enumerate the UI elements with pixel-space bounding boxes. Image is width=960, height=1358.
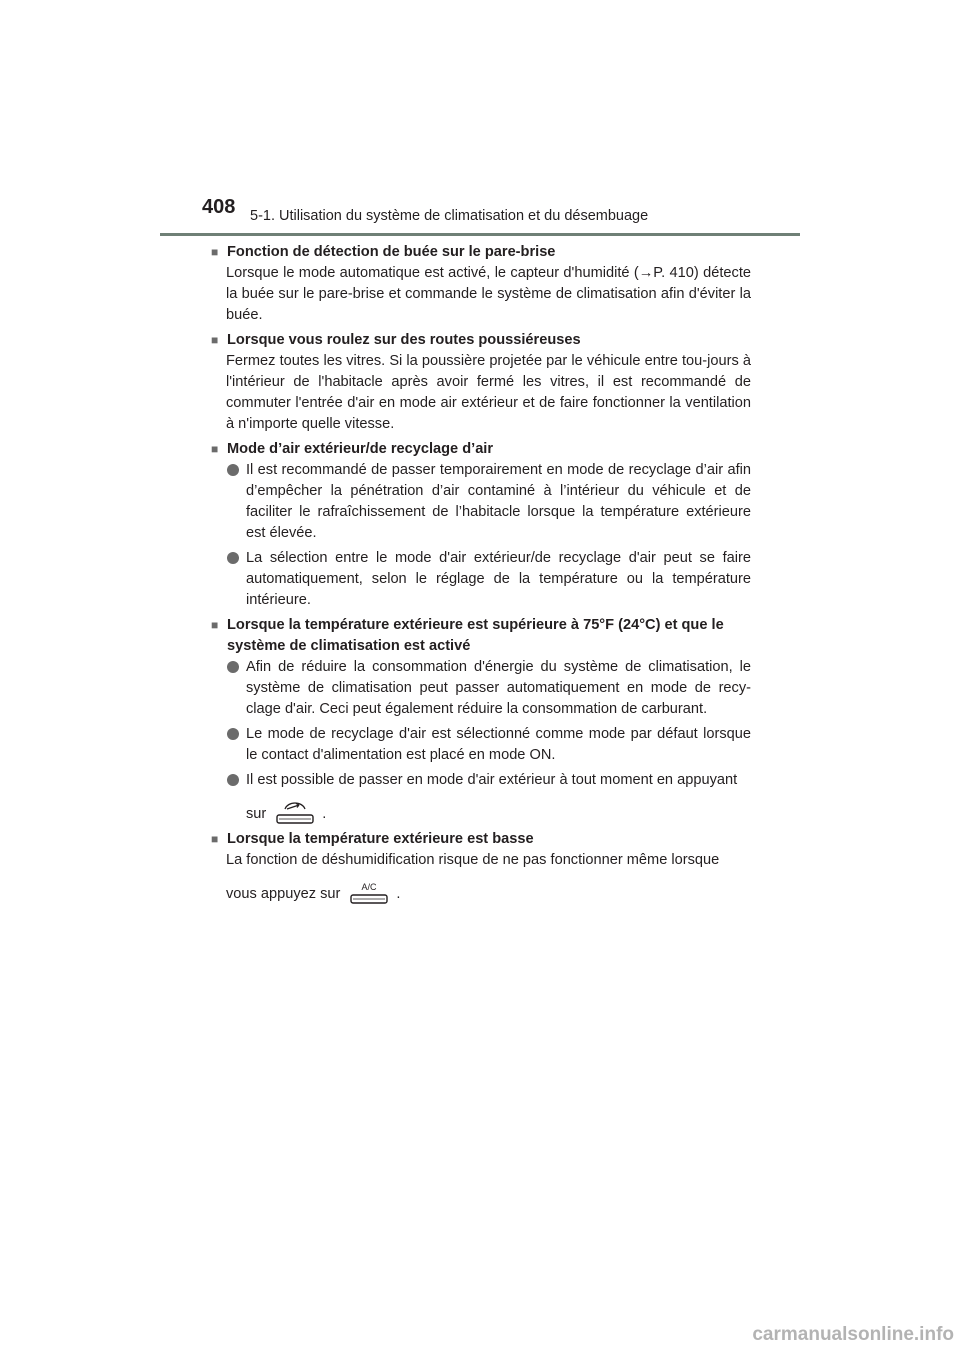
section-high-temperature (211, 615, 751, 825)
circle-bullet-icon (226, 551, 240, 565)
main-content (211, 242, 751, 909)
list-item: Il est recommandé de passer temporairement en mode de recyclage d’air afin d’empêcher la pénétration d’air contaminé à l’intérieur du véhicule et de faciliter le rafraîchissement de l’habitacle lorsque la température extérieure est élevée. (211, 460, 751, 544)
section-heading: ■ Lorsque la température extérieure est supérieure à 75°F (24°C) et que le système de climatisation est activé (211, 615, 751, 657)
section-fog-detection (211, 242, 751, 326)
list-item: Afin de réduire la consommation d'énergie du système de climatisation, le système de climatisation peut passer automatiquement en mode de recy-clage d'air. Ceci peut également réduire la consommation de carburant. (211, 657, 751, 720)
section-title: 5-1. Utilisation du système de climatisation et du désembuage (250, 208, 649, 224)
section-low-temperature (211, 829, 751, 905)
section-paragraph: Fermez toutes les vitres. Si la poussière projetée par le véhicule entre tou-jours à l'intérieur de l'habitacle après avoir fermé les vitres, il est recommandé de commuter l'entrée d'air en mode air extérieur et de faire fonctionner la ventilation à n'importe quelle vitesse. (226, 353, 751, 432)
section-paragraph: Lorsque le mode automatique est activé, le capteur d'humidité (→P. 410) détecte la buée sur le pare-brise et commande le système de climatisation afin d'éviter la buée. (226, 265, 751, 323)
square-bullet-icon: ■ (211, 618, 219, 632)
ac-button-label: A/C (361, 882, 377, 892)
circle-bullet-icon (226, 727, 240, 741)
inline-button-line: sur . (246, 799, 751, 825)
header-rule (160, 233, 800, 236)
page-number: 408 (202, 196, 236, 218)
square-bullet-icon: ■ (211, 832, 219, 846)
square-bullet-icon: ■ (211, 442, 219, 456)
section-heading: ■ Lorsque vous roulez sur des routes poussiéreuses (211, 330, 751, 351)
section-heading: ■ Mode d’air extérieur/de recyclage d’air (211, 439, 751, 460)
inline-button-line: vous appuyez sur A/C . (226, 879, 751, 905)
square-bullet-icon: ■ (211, 245, 219, 259)
section-paragraph: La fonction de déshumidification risque de ne pas fonctionner même lorsque vous appuyez sur A/C . (211, 850, 751, 905)
bullet-list (211, 657, 751, 825)
circle-bullet-icon (226, 660, 240, 674)
circle-bullet-icon (226, 463, 240, 477)
watermark: carmanualsonline.info (752, 1324, 954, 1345)
page-header (0, 0, 960, 240)
section-heading: ■ Fonction de détection de buée sur le pare-brise (211, 242, 751, 263)
list-item: Il est possible de passer en mode d'air extérieur à tout moment en appuyant sur . (211, 770, 751, 825)
ac-button-icon (348, 879, 390, 905)
bullet-list (211, 460, 751, 611)
list-item: Le mode de recyclage d'air est sélectionné comme mode par défaut lorsque le contact d'alimentation est placé en mode ON. (211, 724, 751, 766)
air-recirculation-button-icon (274, 799, 316, 825)
list-item: La sélection entre le mode d'air extérieur/de recyclage d'air peut se faire automatiquement, selon le réglage de la température ou la température intérieure. (211, 548, 751, 611)
section-dusty-roads (211, 330, 751, 435)
square-bullet-icon: ■ (211, 333, 219, 347)
circle-bullet-icon (226, 773, 240, 787)
section-heading: ■ Lorsque la température extérieure est basse (211, 829, 751, 850)
section-air-mode (211, 439, 751, 611)
